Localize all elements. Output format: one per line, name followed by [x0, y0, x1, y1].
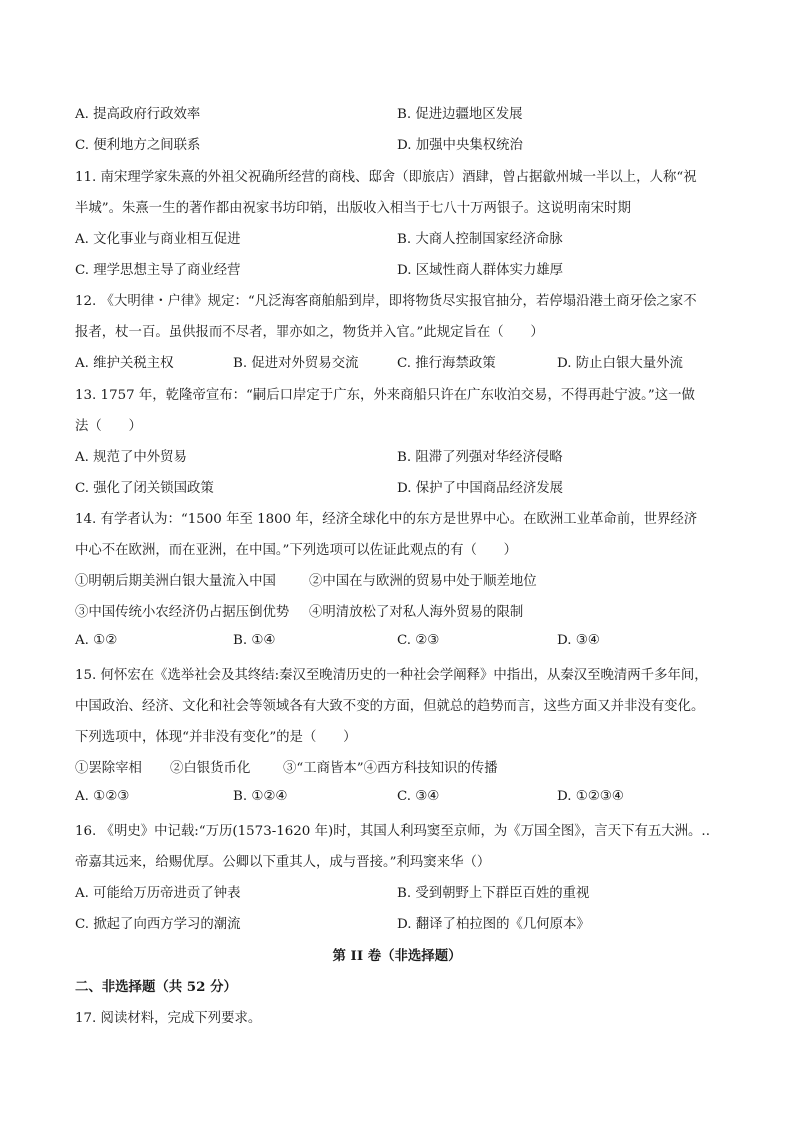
q10-option-b: B. 促进边疆地区发展: [397, 107, 523, 122]
q14-option-b: B. ①④: [233, 633, 276, 648]
q15-option-c: C. ③④: [397, 789, 440, 804]
q14-statement-4: ④明清放松了对私人海外贸易的限制: [309, 605, 524, 620]
q16-option-c: C. 掀起了向西方学习的潮流: [75, 917, 241, 932]
q11-option-c: C. 理学思想主导了商业经营: [75, 263, 241, 278]
q16-stem-line-2: 帝嘉其远来，给赐优厚。公卿以下重其人，成与晋接。”利玛窦来华（）: [75, 855, 491, 870]
q12-stem-line-1: 12. 《大明律・户律》规定：“凡泛海客商舶船到岸，即将物货尽实报官抽分，若停塌沿港土商牙侩之家不: [75, 294, 697, 309]
q16-option-a: A. 可能给万历帝进贡了钟表: [75, 886, 241, 901]
q11-option-d: D. 区域性商人群体实力雄厚: [397, 263, 564, 278]
q16-option-b: B. 受到朝野上下群臣百姓的重视: [397, 886, 590, 901]
q16-stem-line-1: 16. 《明史》中记载:“万历(1573-1620 年)时，其国人利玛窦至京师，为《万国全图》，言天下有五大洲。..: [75, 824, 710, 839]
q15-option-b: B. ①②④: [233, 789, 288, 804]
q12-option-a: A. 维护关税主权: [75, 356, 174, 371]
q15-option-d: D. ①②③④: [557, 789, 624, 804]
q14-statement-1: ①明朝后期美洲白银大量流入中国: [75, 574, 276, 589]
q10-option-a: A. 提高政府行政效率: [75, 107, 201, 122]
q15-statement-2: ②白银货币化: [170, 761, 251, 776]
q15-stem-line-3: 下列选项中，体现“并非没有变化”的是（ ）: [75, 730, 357, 745]
q13-option-b: B. 阻滞了列强对华经济侵略: [397, 450, 563, 465]
q15-stem-line-1: 15. 何怀宏在《选举社会及其终结:秦汉至晚清历史的一种社会学阐释》中指出，从秦汉至晚清两千多年间，: [75, 668, 708, 683]
q14-stem-line-1: 14. 有学者认为：“1500 年至 1800 年，经济全球化中的东方是世界中心。在欧洲工业革命前，世界经济: [75, 512, 698, 527]
q14-statement-3: ③中国传统小农经济仍占据压倒优势: [75, 605, 290, 620]
q11-option-a: A. 文化事业与商业相互促进: [75, 232, 241, 247]
q11-stem-line-1: 11. 南宋理学家朱熹的外祖父祝确所经营的商栈、邸舍（即旅店）酒肆，曾占据歙州城一半以上，人称“祝: [75, 170, 697, 185]
q13-option-c: C. 强化了闭关锁国政策: [75, 481, 214, 496]
q14-stem-line-2: 中心不在欧洲，而在亚洲，在中国。”下列选项可以佐证此观点的有（ ）: [75, 543, 518, 558]
q15-stem-line-2: 中国政治、经济、文化和社会等领域各有大致不变的方面，但就总的趋势而言，这些方面又并非没有变化。: [75, 699, 705, 714]
q16-option-d: D. 翻译了柏拉图的《几何原本》: [397, 917, 590, 932]
q12-option-d: D. 防止白银大量外流: [557, 356, 683, 371]
q17-stem-line-1: 17. 阅读材料，完成下列要求。: [75, 1011, 262, 1026]
q15-statement-3-4: ③“工商皆本”④西方科技知识的传播: [283, 761, 498, 776]
q13-stem-line-2: 法（ ）: [75, 419, 142, 434]
q14-option-d: D. ③④: [557, 633, 600, 648]
q12-option-c: C. 推行海禁政策: [397, 356, 496, 371]
part-two-heading: 第 II 卷（非选择题）: [332, 948, 462, 964]
q14-option-a: A. ①②: [75, 633, 118, 648]
q11-stem-line-2: 半城”。朱熹一生的著作都由祝家书坊印销，出版收入相当于七八十万两银子。这说明南宋时期: [75, 201, 631, 216]
q14-statement-2: ②中国在与欧洲的贸易中处于顺差地位: [309, 574, 537, 589]
q13-option-a: A. 规范了中外贸易: [75, 450, 187, 465]
q15-statement-1: ①罢除宰相: [75, 761, 142, 776]
q10-option-d: D. 加强中央集权统治: [397, 138, 523, 153]
q11-option-b: B. 大商人控制国家经济命脉: [397, 232, 563, 247]
q10-option-c: C. 便利地方之间联系: [75, 138, 201, 153]
q12-stem-line-2: 报者，杖一百。虽供报而不尽者，罪亦如之，物货并入官。”此规定旨在（ ）: [75, 325, 544, 340]
q13-stem-line-1: 13. 1757 年，乾隆帝宣布：“嗣后口岸定于广东，外来商船只许在广东收泊交易，不得再赴宁波。”这一做: [75, 388, 695, 403]
q13-option-d: D. 保护了中国商品经济发展: [397, 481, 564, 496]
section-two-title: 二、非选择题（共 52 分）: [75, 979, 237, 995]
q15-option-a: A. ①②③: [75, 789, 130, 804]
q12-option-b: B. 促进对外贸易交流: [233, 356, 359, 371]
q14-option-c: C. ②③: [397, 633, 440, 648]
